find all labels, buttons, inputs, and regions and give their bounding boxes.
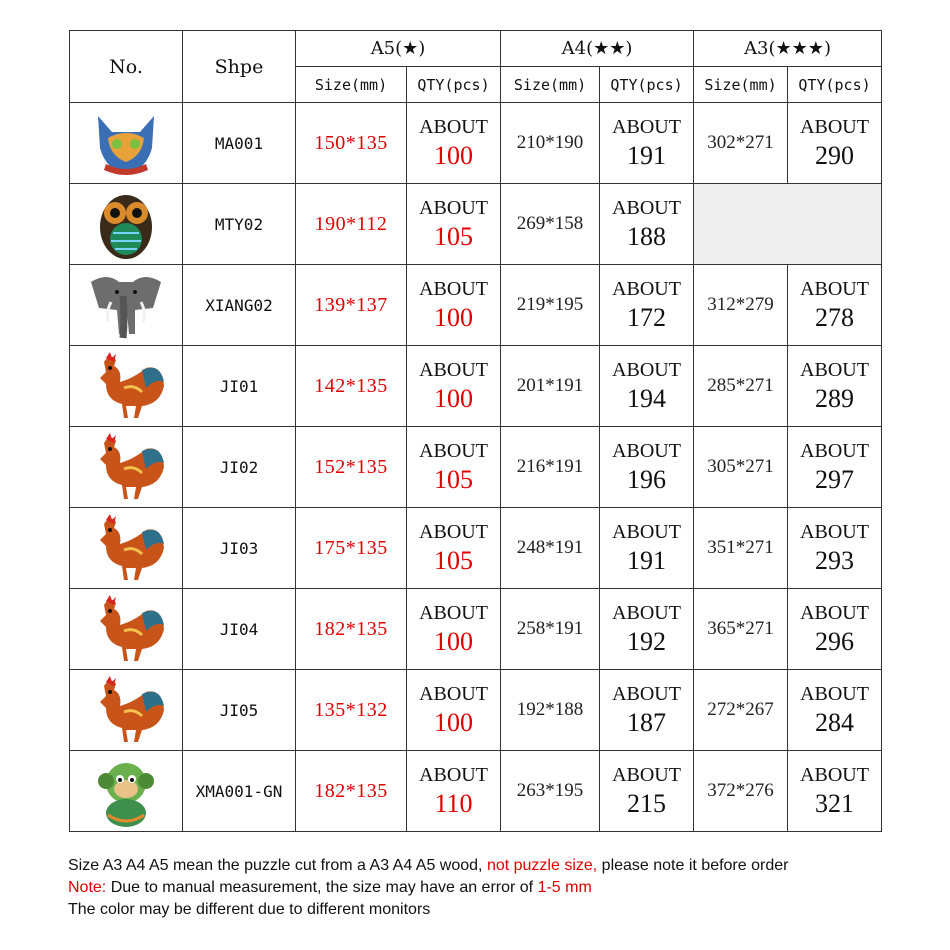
header-size: Size(mm) (296, 67, 407, 103)
qty-cell (600, 265, 694, 346)
about-label: ABOUT (800, 683, 869, 705)
qty-cell (788, 508, 882, 589)
product-image (70, 589, 183, 670)
qty-cell (600, 427, 694, 508)
qty-value: 100 (434, 627, 473, 656)
product-code: JI01 (183, 346, 296, 427)
about-label: ABOUT (419, 197, 488, 219)
product-code: MA001 (183, 103, 296, 184)
product-image (70, 427, 183, 508)
qty-value: 105 (434, 222, 473, 251)
qty-cell (788, 103, 882, 184)
qty-cell (788, 346, 882, 427)
a3-size: 372*276 (694, 751, 788, 832)
about-label: ABOUT (419, 359, 488, 381)
qty-cell (407, 184, 501, 265)
product-code: MTY02 (183, 184, 296, 265)
qty-value: 100 (434, 384, 473, 413)
product-image (70, 751, 183, 832)
a4-size: 263*195 (501, 751, 600, 832)
header-no: No. (70, 31, 183, 103)
product-code: JI03 (183, 508, 296, 589)
rooster-puzzle-image (70, 346, 182, 426)
about-label: ABOUT (800, 116, 869, 138)
qty-value: 284 (815, 708, 855, 737)
about-label: ABOUT (800, 602, 869, 624)
qty-cell (407, 265, 501, 346)
about-label: ABOUT (800, 521, 869, 543)
table-row (70, 427, 882, 508)
header-qty: QTY(pcs) (407, 67, 501, 103)
qty-value: 293 (815, 546, 855, 575)
table-row (70, 346, 882, 427)
qty-value: 191 (627, 546, 667, 575)
product-code: JI04 (183, 589, 296, 670)
header-a3: A3(★★★) (694, 31, 882, 67)
product-image (70, 103, 183, 184)
product-image (70, 184, 183, 265)
qty-value: 191 (627, 141, 667, 170)
qty-value: 192 (627, 627, 667, 656)
qty-cell (600, 589, 694, 670)
qty-value: 196 (627, 465, 667, 494)
table-row (70, 184, 882, 265)
qty-value: 105 (434, 465, 473, 494)
qty-value: 194 (627, 384, 667, 413)
qty-value: 290 (815, 141, 855, 170)
qty-cell (600, 184, 694, 265)
elephant-puzzle-image (70, 265, 182, 345)
note-line-2: Note: Due to manual measurement, the size may have an error of 1-5 mm (68, 879, 592, 896)
product-image (70, 508, 183, 589)
product-code: JI02 (183, 427, 296, 508)
qty-cell (600, 346, 694, 427)
product-image (70, 670, 183, 751)
header-qty: QTY(pcs) (788, 67, 882, 103)
about-label: ABOUT (612, 602, 681, 624)
cat-puzzle-image (70, 103, 182, 183)
a4-size: 201*191 (501, 346, 600, 427)
about-label: ABOUT (612, 764, 681, 786)
about-label: ABOUT (419, 440, 488, 462)
a3-size: 285*271 (694, 346, 788, 427)
table-row (70, 589, 882, 670)
header-size: Size(mm) (694, 67, 788, 103)
rooster-puzzle-image (70, 670, 182, 750)
qty-value: 296 (815, 627, 855, 656)
qty-cell (600, 670, 694, 751)
rooster-puzzle-image (70, 508, 182, 588)
qty-value: 188 (627, 222, 667, 251)
qty-value: 215 (627, 789, 667, 818)
a3-size: 312*279 (694, 265, 788, 346)
table-row (70, 751, 882, 832)
qty-value: 100 (434, 141, 473, 170)
about-label: ABOUT (419, 683, 488, 705)
qty-cell (407, 508, 501, 589)
a4-size: 258*191 (501, 589, 600, 670)
owl-puzzle-image (70, 184, 182, 264)
about-label: ABOUT (612, 440, 681, 462)
about-label: ABOUT (800, 440, 869, 462)
qty-value: 289 (815, 384, 855, 413)
about-label: ABOUT (612, 521, 681, 543)
qty-value: 100 (434, 708, 473, 737)
a5-size: 182*135 (296, 751, 407, 832)
table-row (70, 265, 882, 346)
header-shape: Shpe (183, 31, 296, 103)
a3-empty-cell (694, 184, 882, 265)
qty-value: 321 (815, 789, 855, 818)
about-label: ABOUT (419, 278, 488, 300)
qty-cell (407, 670, 501, 751)
qty-cell (407, 427, 501, 508)
rooster-puzzle-image (70, 427, 182, 507)
a5-size: 139*137 (296, 265, 407, 346)
header-a4: A4(★★) (501, 31, 694, 67)
header-qty: QTY(pcs) (600, 67, 694, 103)
qty-value: 100 (434, 303, 473, 332)
about-label: ABOUT (800, 764, 869, 786)
about-label: ABOUT (419, 764, 488, 786)
qty-value: 110 (434, 789, 473, 818)
a4-size: 219*195 (501, 265, 600, 346)
a3-size: 272*267 (694, 670, 788, 751)
qty-cell (407, 589, 501, 670)
qty-cell (407, 751, 501, 832)
qty-cell (788, 670, 882, 751)
table-row (70, 508, 882, 589)
a4-size: 216*191 (501, 427, 600, 508)
a5-size: 150*135 (296, 103, 407, 184)
monkey-puzzle-image (70, 751, 182, 831)
spec-table (69, 30, 882, 832)
qty-cell (407, 103, 501, 184)
a5-size: 135*132 (296, 670, 407, 751)
notes (68, 855, 788, 921)
a5-size: 190*112 (296, 184, 407, 265)
table-row (70, 670, 882, 751)
a3-size: 351*271 (694, 508, 788, 589)
qty-cell (788, 265, 882, 346)
about-label: ABOUT (800, 278, 869, 300)
about-label: ABOUT (612, 116, 681, 138)
qty-cell (600, 103, 694, 184)
about-label: ABOUT (612, 278, 681, 300)
a3-size: 365*271 (694, 589, 788, 670)
a5-size: 152*135 (296, 427, 407, 508)
a3-size: 305*271 (694, 427, 788, 508)
about-label: ABOUT (612, 359, 681, 381)
product-code: JI05 (183, 670, 296, 751)
product-image (70, 265, 183, 346)
header-size: Size(mm) (501, 67, 600, 103)
note-line-1: Size A3 A4 A5 mean the puzzle cut from a A3 A4 A5 wood, not puzzle size, please note it before order (68, 857, 789, 874)
a4-size: 248*191 (501, 508, 600, 589)
about-label: ABOUT (612, 683, 681, 705)
product-code: XMA001-GN (183, 751, 296, 832)
a5-size: 142*135 (296, 346, 407, 427)
qty-value: 187 (627, 708, 667, 737)
a5-size: 175*135 (296, 508, 407, 589)
qty-cell (407, 346, 501, 427)
product-code: XIANG02 (183, 265, 296, 346)
product-image (70, 346, 183, 427)
a4-size: 192*188 (501, 670, 600, 751)
rooster-puzzle-image (70, 589, 182, 669)
note-line-3: The color may be different due to different monitors (68, 901, 431, 918)
a4-size: 210*190 (501, 103, 600, 184)
about-label: ABOUT (419, 116, 488, 138)
qty-value: 105 (434, 546, 473, 575)
table-row (70, 103, 882, 184)
about-label: ABOUT (612, 197, 681, 219)
about-label: ABOUT (800, 359, 869, 381)
qty-cell (788, 589, 882, 670)
qty-cell (600, 751, 694, 832)
header-a5: A5(★) (296, 31, 501, 67)
qty-cell (788, 751, 882, 832)
qty-cell (600, 508, 694, 589)
a5-size: 182*135 (296, 589, 407, 670)
qty-value: 297 (815, 465, 855, 494)
qty-cell (788, 427, 882, 508)
a3-size: 302*271 (694, 103, 788, 184)
about-label: ABOUT (419, 521, 488, 543)
qty-value: 172 (627, 303, 667, 332)
about-label: ABOUT (419, 602, 488, 624)
qty-value: 278 (815, 303, 855, 332)
a4-size: 269*158 (501, 184, 600, 265)
